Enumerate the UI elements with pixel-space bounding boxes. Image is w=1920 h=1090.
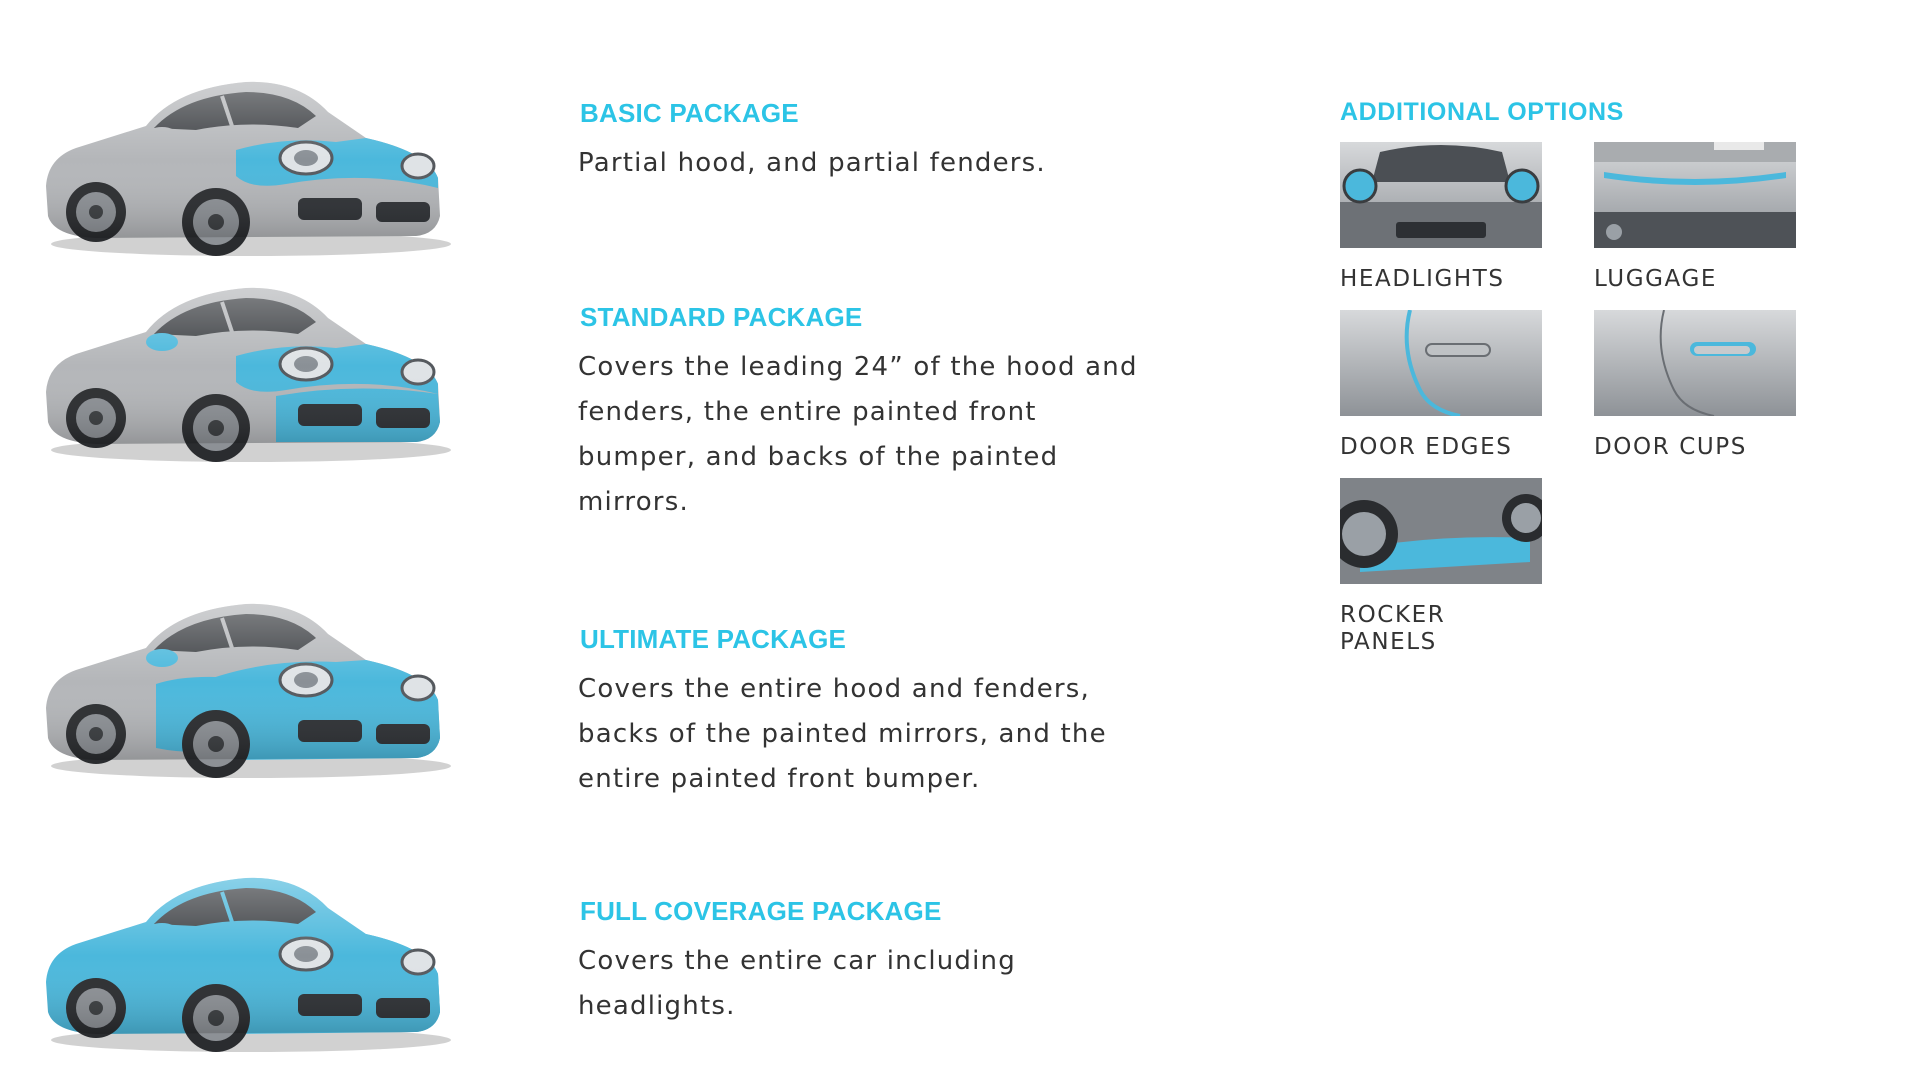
- package-full-coverage: [578, 896, 1138, 1029]
- package-description: Partial hood, and partial fenders.: [578, 148, 1046, 178]
- car-image-basic: [36, 66, 456, 262]
- package-ultimate: [578, 624, 1138, 802]
- package-description: Covers the entire hood and fenders, backs of the painted mirrors, and the entire painted front bumper.: [578, 674, 1107, 794]
- option-label: ROCKER PANELS: [1340, 602, 1446, 655]
- package-basic: [578, 98, 1138, 186]
- package-title: STANDARD PACKAGE: [580, 302, 863, 332]
- option-luggage: [1594, 142, 1796, 293]
- package-title: ULTIMATE PACKAGE: [580, 624, 847, 654]
- option-label: HEADLIGHTS: [1340, 266, 1505, 292]
- option-door-cups: [1594, 310, 1796, 461]
- package-description: Covers the entire car including headlights.: [578, 946, 1016, 1021]
- luggage-photo-icon: [1594, 142, 1796, 248]
- headlights-photo-icon: [1340, 142, 1542, 248]
- option-door-edges: [1340, 310, 1542, 461]
- additional-options-title: ADDITIONAL OPTIONS: [1340, 98, 1624, 126]
- package-standard: [578, 302, 1138, 525]
- rocker-panels-photo-icon: [1340, 478, 1542, 584]
- option-rocker-panels: [1340, 478, 1542, 656]
- option-headlights: [1340, 142, 1542, 293]
- car-image-full-coverage: [36, 862, 456, 1058]
- door-edges-photo-icon: [1340, 310, 1542, 416]
- package-title: FULL COVERAGE PACKAGE: [580, 896, 942, 926]
- package-title: BASIC PACKAGE: [580, 98, 799, 128]
- option-label: DOOR CUPS: [1594, 434, 1747, 460]
- car-image-ultimate: [36, 588, 456, 784]
- option-label: LUGGAGE: [1594, 266, 1718, 292]
- car-image-standard: [36, 272, 456, 468]
- package-description: Covers the leading 24” of the hood and fenders, the entire painted front bumper, and backs of the painted mirrors.: [578, 352, 1138, 517]
- option-label: DOOR EDGES: [1340, 434, 1513, 460]
- door-cups-photo-icon: [1594, 310, 1796, 416]
